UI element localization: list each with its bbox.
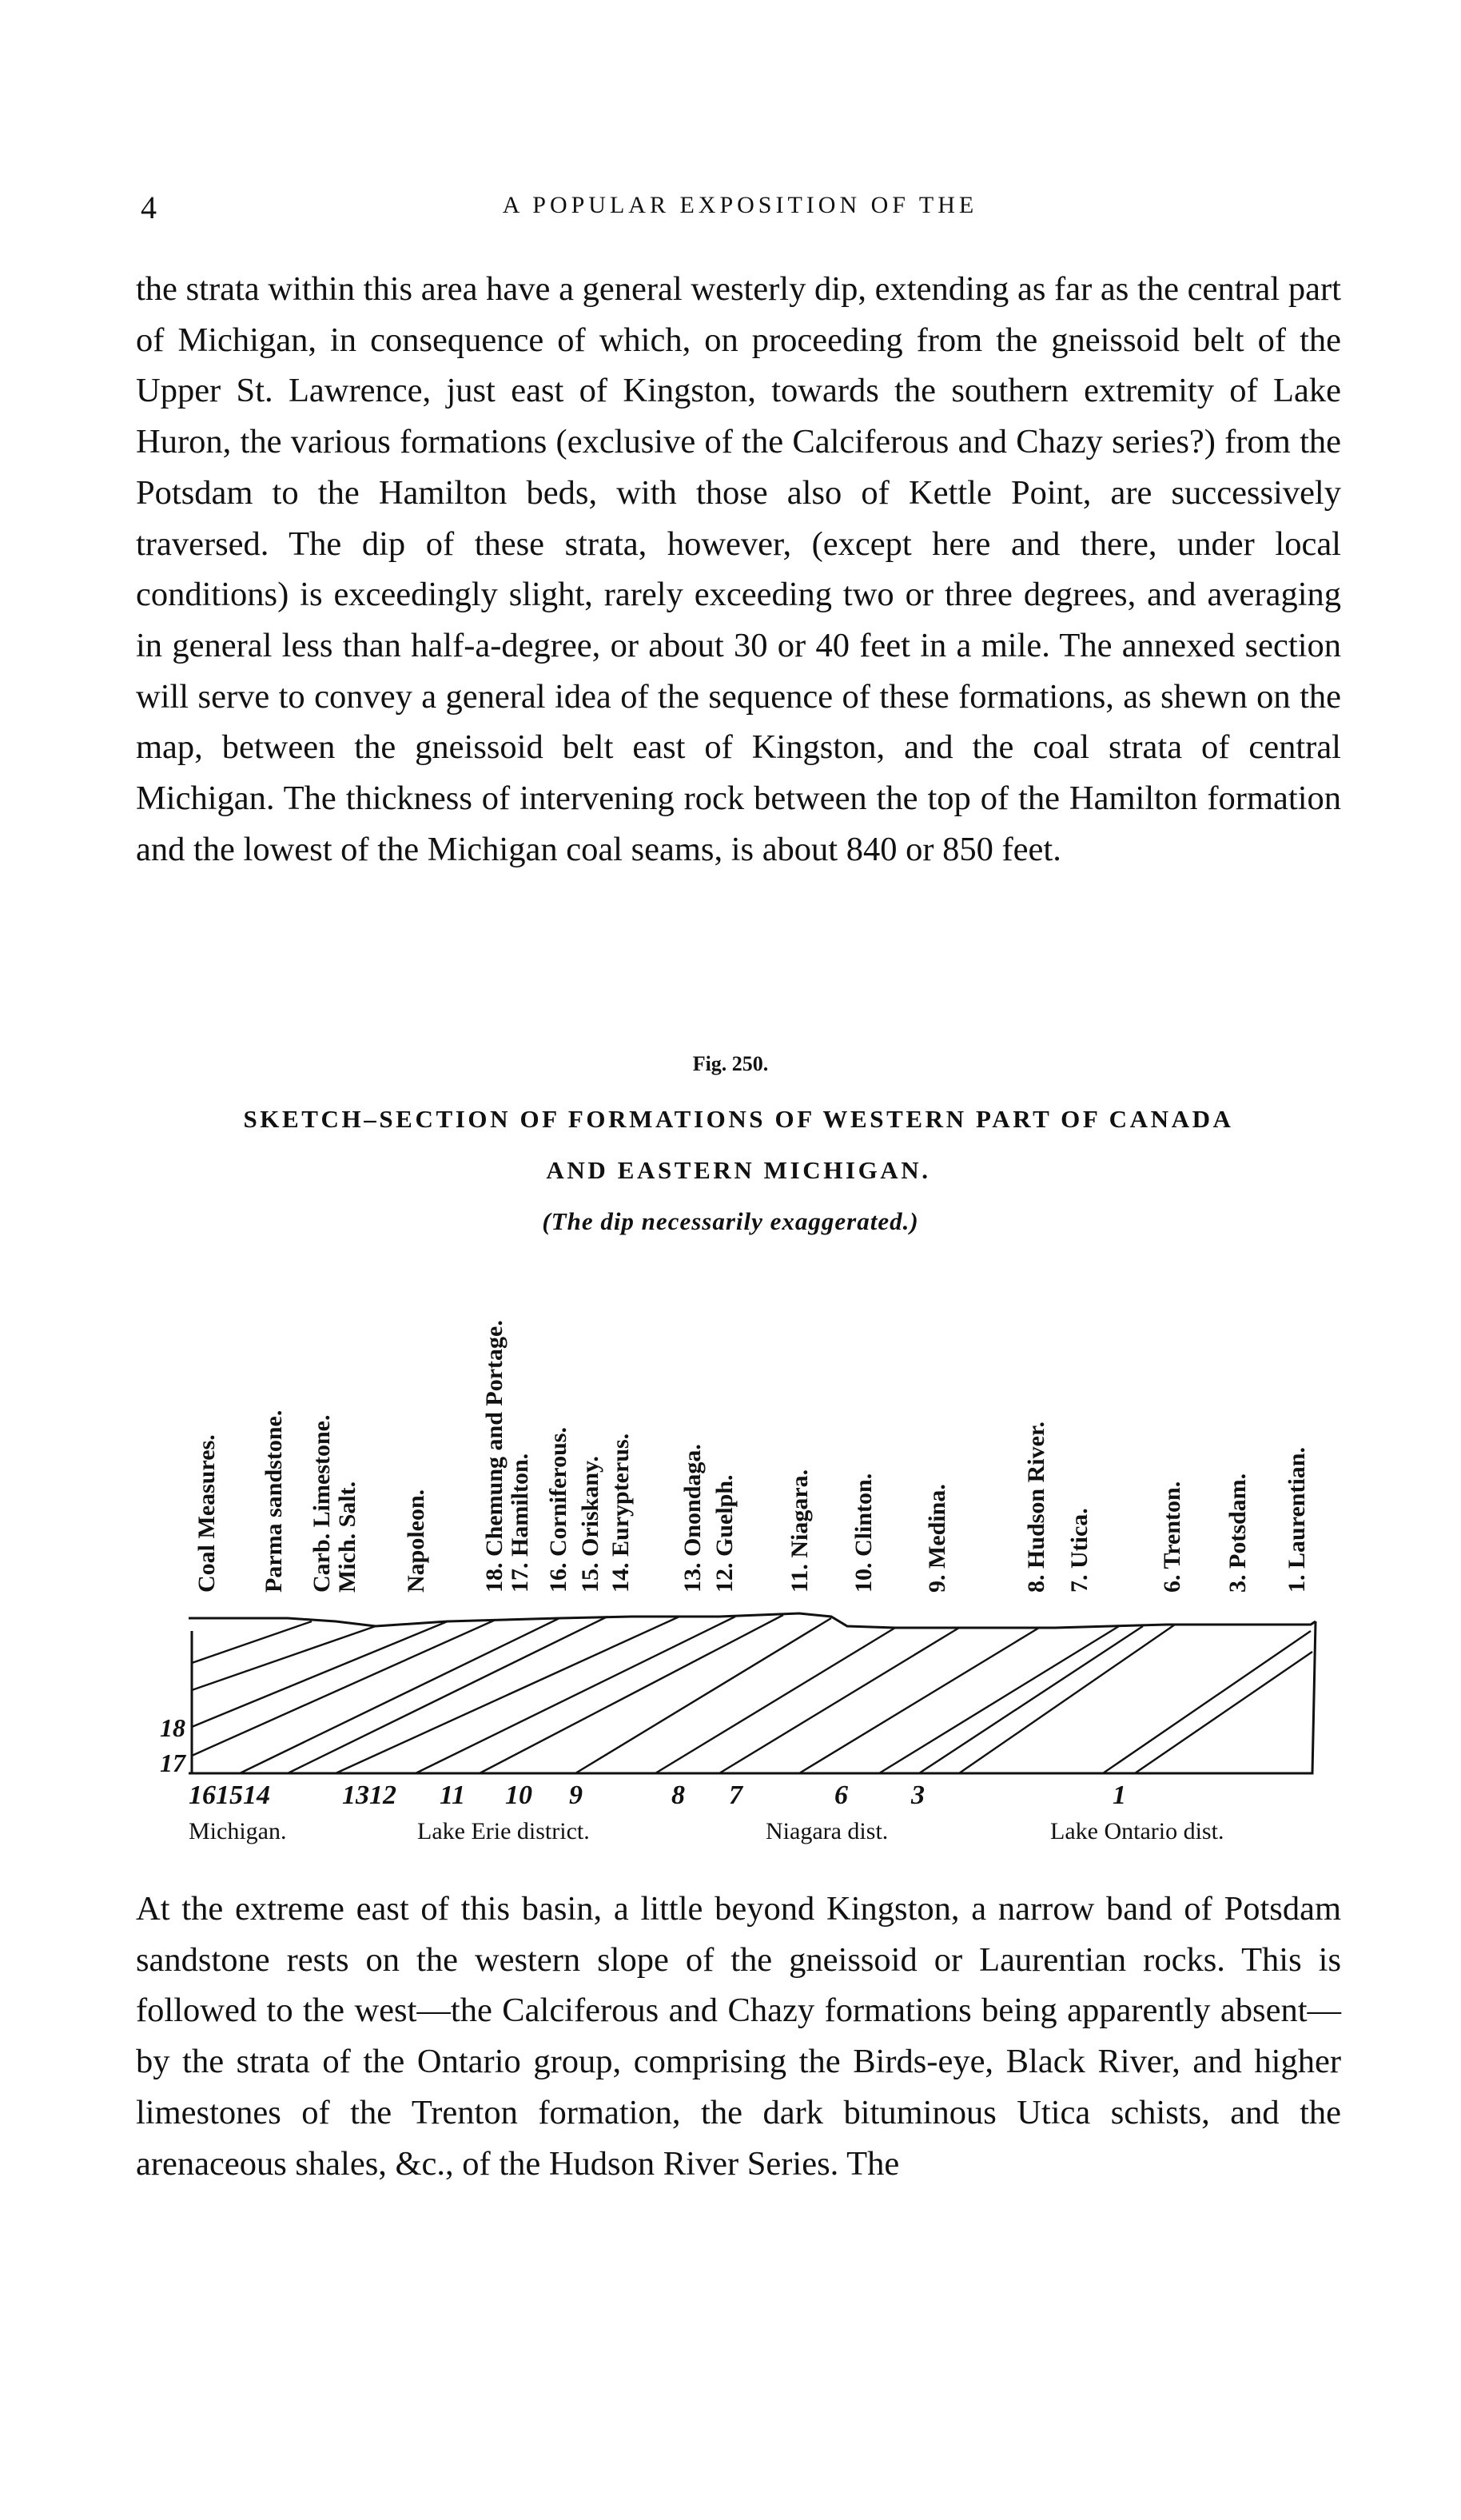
page-number: 4 [141,189,157,225]
stratum-line [192,1621,312,1663]
figure-note: (The dip necessarily exaggerated.) [542,1207,919,1235]
label-parma-sandstone: Parma sandstone. [261,1410,287,1593]
label-trenton: 6. Trenton. [1159,1481,1185,1593]
stratum-line [719,1628,959,1773]
bottom-number: 161514 [189,1780,270,1810]
stratum-line [192,1621,448,1727]
label-corniferous: 16. Corniferous. [545,1427,571,1593]
label-guelph: 12. Guelph. [711,1474,738,1593]
label-hamilton: 17. Hamilton. [507,1453,533,1593]
stratum-line [655,1628,895,1773]
stratum-line [1135,1652,1312,1773]
label-oriskany: 15. Oriskany. [577,1456,603,1593]
bottom-number: 1312 [342,1780,396,1810]
bottom-number: 10 [505,1780,532,1810]
label-napoleon: Napoleon. [403,1489,429,1593]
paragraph-1: the strata within this area have a general westerly dip, extending as far as the central part of Michigan, in consequence of which, on proceeding from the gneissoid belt of the Upper St. Lawrence, just east of Kingston, towards the southern extremity of Lake Huron, the various formations (exclusive of the Calciferous and Chazy series?) from the Potsdam to the Hamilton beds, with those also of Kettle Point, are successively traversed. The dip of these strata, however, (except here and there, under local conditions) is exceedingly slight, rarely exceeding two or three degrees, and averaging in general less than half-a-degree, or about 30 or 40 feet in a mile. The annexed section will serve to convey a general idea of the sequence of these formations, as shewn on the map, between the gneissoid belt east of Kingston, and the coal strata of central Michigan. The thickness of intervening rock between the top of the Hamilton formation and the lowest of the Michigan coal seams, is about 840 or 850 feet. [136,270,1341,868]
stratum-line [416,1617,735,1773]
label-eurypterus: 14. Eurypterus. [607,1433,634,1593]
label-chemung-portage: 18. Chemung and Portage. [481,1320,508,1593]
district-lake-erie: Lake Erie district. [417,1818,590,1844]
stratum-line [919,1626,1143,1773]
label-hudson-river: 8. Hudson River. [1023,1421,1049,1593]
stratum-line [959,1625,1175,1773]
bottom-number: 6 [834,1780,848,1810]
district-lake-ontario: Lake Ontario dist. [1050,1818,1224,1844]
bottom-number: 3 [911,1780,925,1810]
label-utica: 7. Utica. [1066,1508,1093,1593]
running-title: A POPULAR EXPOSITION OF THE [502,192,978,218]
label-laurentian: 1. Laurentian. [1284,1447,1310,1593]
figure-number: Fig. 250. [692,1052,769,1075]
bottom-number: 7 [729,1780,742,1810]
label-niagara: 11. Niagara. [786,1469,813,1593]
district-niagara: Niagara dist. [766,1818,889,1844]
figure-title-line-2: AND EASTERN MICHIGAN. [546,1156,931,1184]
stratum-line [192,1620,496,1756]
figure-title-line-1: SKETCH–SECTION OF FORMATIONS OF WESTERN PART OF CANADA [243,1105,1234,1133]
label-potsdam: 3. Potsdam. [1224,1473,1251,1593]
bottom-number: 9 [569,1780,583,1810]
side-number-17: 17 [160,1748,185,1777]
label-medina: 9. Medina. [924,1484,950,1593]
district-michigan: Michigan. [189,1818,287,1844]
stratum-line [879,1626,1119,1773]
label-carb-limestone: Carb. Limestone. [309,1414,335,1593]
bottom-number: 8 [671,1780,685,1810]
laurentian-block [1279,1621,1316,1773]
label-onondaga: 13. Onondaga. [679,1444,706,1593]
stratum-line [575,1618,831,1773]
bottom-number: 1 [1113,1780,1126,1810]
bottom-number: 11 [440,1780,466,1810]
stratum-line [799,1628,1039,1773]
stratum-line [192,1626,376,1690]
side-number-18: 18 [160,1713,185,1742]
section-top-surface [189,1613,1316,1628]
paragraph-2: At the extreme east of this basin, a little beyond Kingston, a narrow band of Potsdam sandstone rests on the western slope of the gneissoid or Laurentian rocks. This is followed to the west—the Calciferous and Chazy formations being apparently absent—by the strata of the Ontario group, comprising the Birds-eye, Black River, and higher limestones of the Trenton formation, the dark bituminous Utica schists, and the arenaceous shales, &c., of the Hudson River Series. The [136,1890,1341,2183]
label-clinton: 10. Clinton. [850,1473,877,1593]
label-coal-measures: Coal Measures. [193,1434,220,1593]
label-mich-salt: Mich. Salt. [334,1481,360,1593]
